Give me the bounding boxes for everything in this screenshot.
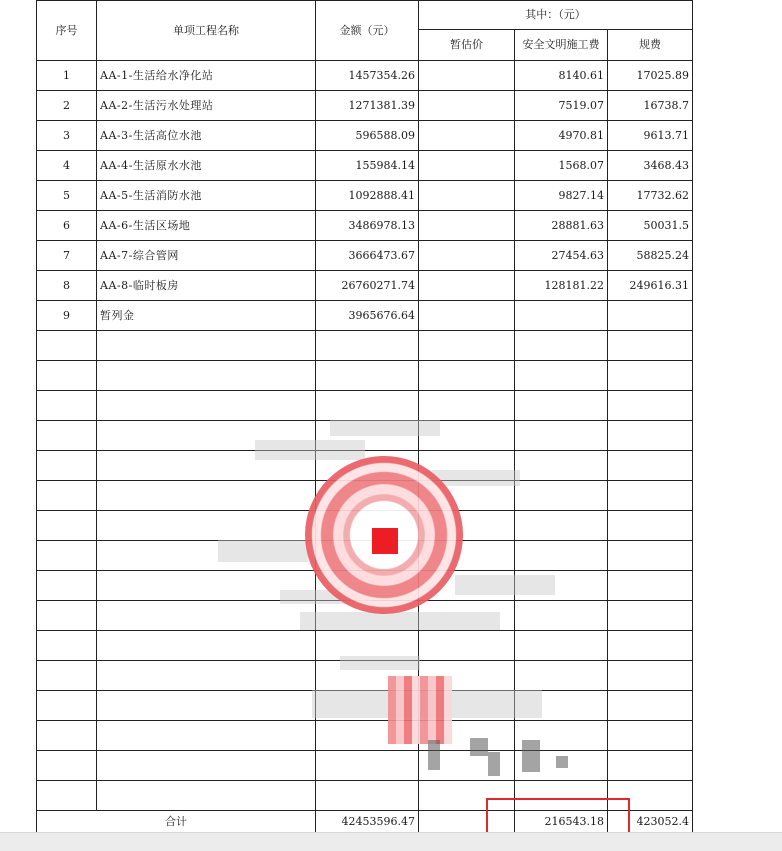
cell-safety: 128181.22 [515, 271, 608, 301]
empty-row [37, 511, 693, 541]
empty-cell [608, 331, 693, 361]
empty-cell [515, 361, 608, 391]
table-row [37, 301, 693, 331]
empty-cell [316, 571, 419, 601]
empty-cell [608, 451, 693, 481]
empty-cell [608, 751, 693, 781]
empty-cell [419, 601, 515, 631]
empty-cell [97, 781, 316, 811]
cell-safety: 27454.63 [515, 241, 608, 271]
table-row [37, 151, 693, 181]
cell-seq: 5 [37, 181, 97, 211]
cell-provisional [419, 241, 515, 271]
empty-cell [37, 331, 97, 361]
empty-cell [37, 691, 97, 721]
empty-cell [97, 361, 316, 391]
header-amount: 金额（元） [316, 1, 419, 61]
empty-cell [37, 721, 97, 751]
empty-cell [608, 391, 693, 421]
header-provisional: 暂估价 [419, 30, 515, 61]
empty-row [37, 541, 693, 571]
empty-cell [316, 421, 419, 451]
cell-provisional [419, 271, 515, 301]
empty-cell [97, 331, 316, 361]
table-row [37, 61, 693, 91]
empty-cell [419, 631, 515, 661]
header-fees: 规费 [608, 30, 693, 61]
empty-row [37, 631, 693, 661]
cell-provisional [419, 151, 515, 181]
empty-cell [608, 361, 693, 391]
cell-amount: 1092888.41 [316, 181, 419, 211]
empty-cell [515, 601, 608, 631]
cell-seq: 3 [37, 121, 97, 151]
empty-cell [419, 541, 515, 571]
header-among: 其中：（元） [419, 1, 693, 30]
empty-cell [97, 421, 316, 451]
empty-cell [608, 721, 693, 751]
empty-cell [515, 391, 608, 421]
empty-cell [515, 721, 608, 751]
empty-cell [316, 781, 419, 811]
empty-cell [419, 361, 515, 391]
empty-cell [97, 721, 316, 751]
cell-provisional [419, 181, 515, 211]
empty-cell [97, 511, 316, 541]
empty-cell [97, 541, 316, 571]
empty-row [37, 391, 693, 421]
empty-cell [316, 601, 419, 631]
empty-cell [515, 511, 608, 541]
empty-cell [37, 361, 97, 391]
empty-cell [419, 691, 515, 721]
total-fees: 423052.4 [608, 811, 693, 834]
cost-summary-table [36, 0, 693, 834]
empty-cell [97, 691, 316, 721]
table-header-row [37, 1, 693, 30]
empty-cell [37, 571, 97, 601]
cell-fees: 9613.71 [608, 121, 693, 151]
cell-provisional [419, 211, 515, 241]
cell-fees: 50031.5 [608, 211, 693, 241]
cell-seq: 7 [37, 241, 97, 271]
cell-provisional [419, 61, 515, 91]
empty-cell [608, 631, 693, 661]
cell-seq: 1 [37, 61, 97, 91]
empty-cell [316, 511, 419, 541]
empty-cell [97, 451, 316, 481]
empty-cell [316, 361, 419, 391]
cell-name: AA-7-综合管网 [97, 241, 316, 271]
empty-cell [515, 541, 608, 571]
cell-name: AA-8-临时板房 [97, 271, 316, 301]
cell-amount: 1457354.26 [316, 61, 419, 91]
cell-safety: 8140.61 [515, 61, 608, 91]
cell-fees: 16738.7 [608, 91, 693, 121]
cell-fees: 17732.62 [608, 181, 693, 211]
cell-amount: 26760271.74 [316, 271, 419, 301]
empty-cell [316, 661, 419, 691]
empty-cell [515, 691, 608, 721]
cell-safety: 4970.81 [515, 121, 608, 151]
cell-name: AA-1-生活给水净化站 [97, 61, 316, 91]
empty-row [37, 661, 693, 691]
empty-cell [37, 421, 97, 451]
empty-cell [37, 781, 97, 811]
empty-cell [515, 631, 608, 661]
cell-seq: 2 [37, 91, 97, 121]
empty-cell [97, 631, 316, 661]
empty-cell [316, 451, 419, 481]
empty-cell [515, 571, 608, 601]
header-seq: 序号 [37, 1, 97, 61]
table-row [37, 121, 693, 151]
cell-fees: 249616.31 [608, 271, 693, 301]
empty-cell [515, 451, 608, 481]
table-row [37, 91, 693, 121]
empty-cell [37, 541, 97, 571]
empty-row [37, 721, 693, 751]
cell-provisional [419, 91, 515, 121]
empty-cell [97, 391, 316, 421]
cell-fees: 3468.43 [608, 151, 693, 181]
cell-safety: 7519.07 [515, 91, 608, 121]
cell-amount: 155984.14 [316, 151, 419, 181]
total-safety: 216543.18 [515, 811, 608, 834]
empty-cell [515, 331, 608, 361]
empty-cell [97, 601, 316, 631]
cell-name: AA-5-生活消防水池 [97, 181, 316, 211]
cell-fees: 17025.89 [608, 61, 693, 91]
empty-cell [97, 481, 316, 511]
empty-row [37, 601, 693, 631]
empty-cell [316, 391, 419, 421]
empty-cell [419, 751, 515, 781]
empty-row [37, 571, 693, 601]
cell-amount: 3666473.67 [316, 241, 419, 271]
cell-safety: 1568.07 [515, 151, 608, 181]
empty-cell [316, 481, 419, 511]
table-row [37, 241, 693, 271]
empty-cell [316, 751, 419, 781]
empty-cell [37, 601, 97, 631]
empty-cell [316, 631, 419, 661]
empty-cell [37, 481, 97, 511]
empty-row [37, 751, 693, 781]
cell-amount: 3965676.64 [316, 301, 419, 331]
empty-cell [419, 391, 515, 421]
empty-cell [515, 481, 608, 511]
empty-cell [419, 661, 515, 691]
table-row [37, 211, 693, 241]
empty-cell [316, 541, 419, 571]
cell-amount: 596588.09 [316, 121, 419, 151]
cell-seq: 9 [37, 301, 97, 331]
empty-cell [316, 721, 419, 751]
empty-row [37, 481, 693, 511]
empty-cell [608, 421, 693, 451]
cell-name: AA-4-生活原水水池 [97, 151, 316, 181]
empty-cell [37, 661, 97, 691]
cell-fees: 58825.24 [608, 241, 693, 271]
table-row [37, 271, 693, 301]
cell-fees [608, 301, 693, 331]
empty-cell [608, 661, 693, 691]
empty-cell [515, 421, 608, 451]
empty-cell [97, 571, 316, 601]
cell-safety: 9827.14 [515, 181, 608, 211]
cell-name: AA-2-生活污水处理站 [97, 91, 316, 121]
empty-cell [97, 751, 316, 781]
total-amount: 42453596.47 [316, 811, 419, 834]
empty-cell [316, 691, 419, 721]
cell-amount: 1271381.39 [316, 91, 419, 121]
empty-cell [419, 481, 515, 511]
empty-row [37, 451, 693, 481]
cell-name: 暂列金 [97, 301, 316, 331]
empty-cell [608, 541, 693, 571]
header-safety: 安全文明施工费 [515, 30, 608, 61]
empty-cell [608, 601, 693, 631]
empty-cell [419, 451, 515, 481]
header-name: 单项工程名称 [97, 1, 316, 61]
empty-cell [608, 481, 693, 511]
cell-name: AA-6-生活区场地 [97, 211, 316, 241]
viewer-bottom-bar [0, 832, 782, 851]
empty-row [37, 361, 693, 391]
cell-provisional [419, 121, 515, 151]
cell-amount: 3486978.13 [316, 211, 419, 241]
empty-row [37, 691, 693, 721]
empty-row [37, 331, 693, 361]
empty-cell [419, 421, 515, 451]
empty-cell [515, 751, 608, 781]
table-row [37, 181, 693, 211]
empty-cell [419, 571, 515, 601]
empty-cell [37, 451, 97, 481]
empty-cell [608, 571, 693, 601]
cell-name: AA-3-生活高位水池 [97, 121, 316, 151]
empty-cell [419, 511, 515, 541]
cell-safety [515, 301, 608, 331]
total-label: 合计 [37, 811, 316, 834]
cell-seq: 4 [37, 151, 97, 181]
cell-seq: 6 [37, 211, 97, 241]
empty-cell [97, 661, 316, 691]
empty-cell [419, 721, 515, 751]
cell-seq: 8 [37, 271, 97, 301]
empty-cell [37, 631, 97, 661]
empty-cell [419, 331, 515, 361]
empty-cell [608, 691, 693, 721]
empty-cell [37, 391, 97, 421]
empty-cell [316, 331, 419, 361]
empty-cell [608, 511, 693, 541]
empty-cell [37, 751, 97, 781]
cell-safety: 28881.63 [515, 211, 608, 241]
empty-cell [37, 511, 97, 541]
cell-provisional [419, 301, 515, 331]
empty-cell [515, 661, 608, 691]
empty-row [37, 421, 693, 451]
